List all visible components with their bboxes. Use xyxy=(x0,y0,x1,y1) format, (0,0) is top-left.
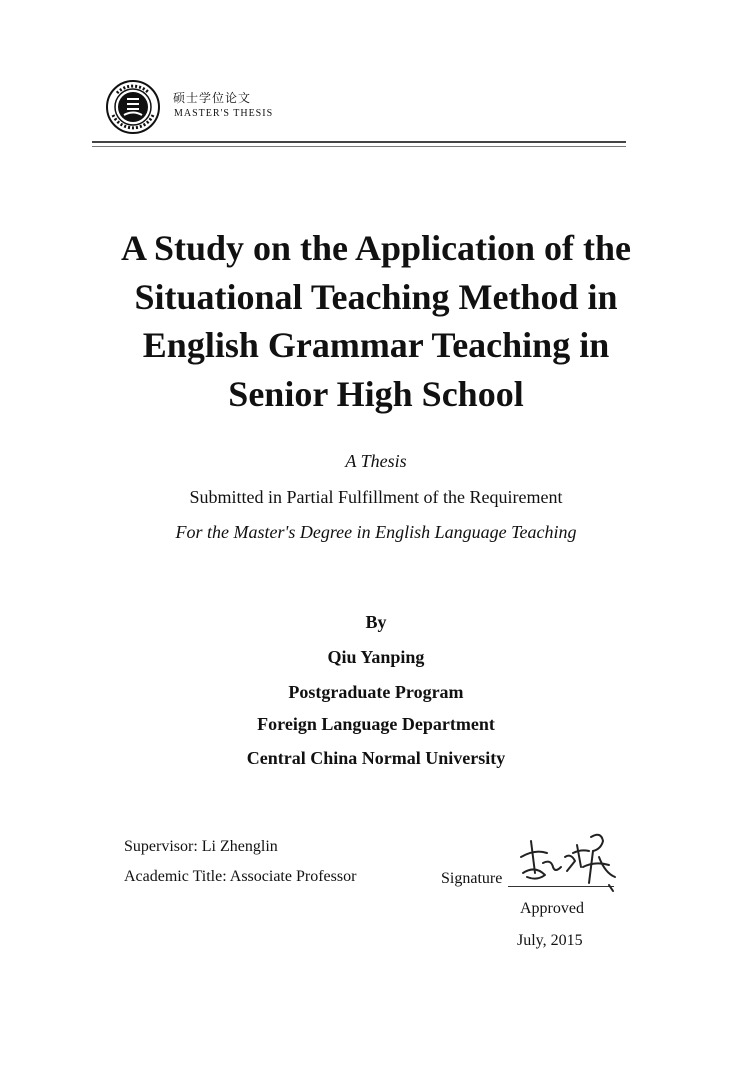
academic-title-line: Academic Title: Associate Professor xyxy=(124,868,357,885)
header-rule-thin xyxy=(92,146,626,147)
title-line: English Grammar Teaching in xyxy=(142,325,610,365)
university-name: Central China Normal University xyxy=(246,748,506,768)
degree-line: For the Master's Degree in English Language Teaching xyxy=(175,522,577,542)
submitted-line: Submitted in Partial Fulfillment of the Requirement xyxy=(189,487,563,507)
by-label: By xyxy=(365,612,387,632)
title-line: A Study on the Application of the xyxy=(120,228,632,268)
header-rule-thick xyxy=(92,141,626,143)
author-name: Qiu Yanping xyxy=(327,647,425,667)
header-chinese-label: 硕士学位论文 xyxy=(173,91,252,105)
university-seal-logo xyxy=(105,79,161,135)
approved-label: Approved xyxy=(520,900,584,917)
program-name: Postgraduate Program xyxy=(288,682,464,702)
supervisor-line: Supervisor: Li Zhenglin xyxy=(124,838,278,855)
header-english-label: MASTER'S THESIS xyxy=(174,108,274,119)
thesis-title xyxy=(60,224,692,418)
date-label: July, 2015 xyxy=(517,932,583,949)
header xyxy=(95,76,395,136)
title-line: Situational Teaching Method in xyxy=(134,276,618,317)
thesis-label: A Thesis xyxy=(345,451,407,471)
department-name: Foreign Language Department xyxy=(257,714,495,734)
signature-label: Signature xyxy=(441,870,503,887)
handwritten-signature xyxy=(505,827,627,899)
title-line: Senior High School xyxy=(228,373,524,414)
